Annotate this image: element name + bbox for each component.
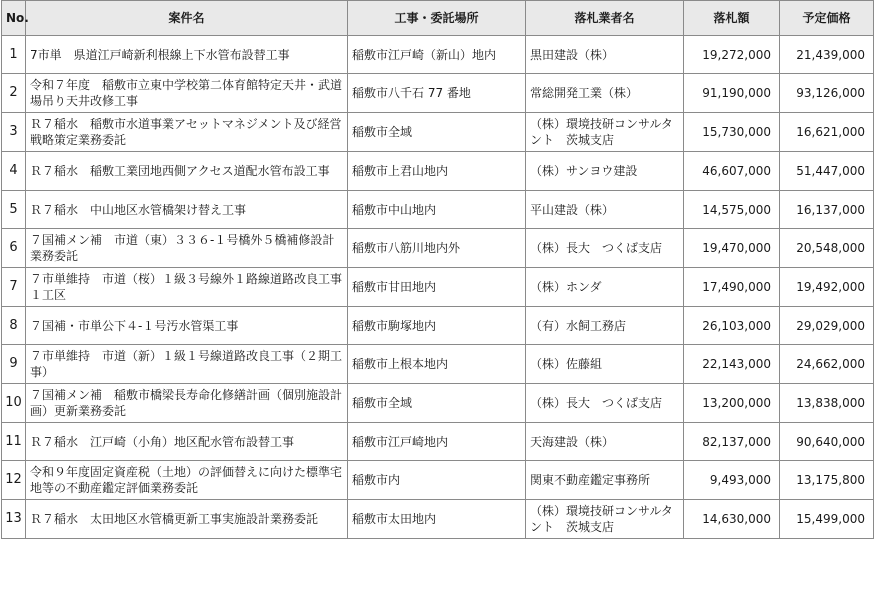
project-name: Ｒ７稲水 中山地区水管橋架け替え工事: [26, 191, 348, 229]
project-name: Ｒ７稲水 太田地区水管橋更新工事実施設計業務委託: [26, 500, 348, 539]
table-row: [2, 229, 874, 268]
work-location: 稲敷市駒塚地内: [348, 307, 526, 345]
table-row: [2, 74, 874, 113]
project-name: ７国補メン補 市道（東）３３６-１号橋外５橋補修設計業務委託: [26, 229, 348, 268]
work-location: 稲敷市上君山地内: [348, 152, 526, 191]
contractor-name: 平山建設（株）: [526, 191, 684, 229]
project-name: ７市単維持 市道（桜）１級３号線外１路線道路改良工事１工区: [26, 268, 348, 307]
table-row: [2, 307, 874, 345]
estimated-price: 24,662,000: [780, 345, 874, 384]
table-row: [2, 36, 874, 74]
bid-amount: 82,137,000: [684, 423, 780, 461]
row-number: 12: [2, 461, 26, 500]
project-name: 令和７年度 稲敷市立東中学校第二体育館特定天井・武道場吊り天井改修工事: [26, 74, 348, 113]
work-location: 稲敷市中山地内: [348, 191, 526, 229]
estimated-price: 29,029,000: [780, 307, 874, 345]
row-number: 7: [2, 268, 26, 307]
contractor-name: 黒田建設（株）: [526, 36, 684, 74]
header-no: No.: [2, 1, 26, 36]
project-name: 令和９年度固定資産税（土地）の評価替えに向けた標準宅地等の不動産鑑定評価業務委託: [26, 461, 348, 500]
table-row: [2, 152, 874, 191]
bid-amount: 19,470,000: [684, 229, 780, 268]
contractor-name: 天海建設（株）: [526, 423, 684, 461]
bid-amount: 14,630,000: [684, 500, 780, 539]
estimated-price: 13,175,800: [780, 461, 874, 500]
table-row: [2, 268, 874, 307]
table-header: [2, 1, 874, 36]
header-project-name: 案件名: [26, 1, 348, 36]
project-name: ７国補・市単公下４-１号汚水管渠工事: [26, 307, 348, 345]
project-name: ７市単維持 市道（新）１級１号線道路改良工事（２期工事）: [26, 345, 348, 384]
contractor-name: （株）ホンダ: [526, 268, 684, 307]
row-number: 6: [2, 229, 26, 268]
header-contractor: 落札業者名: [526, 1, 684, 36]
table-row: [2, 113, 874, 152]
estimated-price: 20,548,000: [780, 229, 874, 268]
work-location: 稲敷市八筋川地内外: [348, 229, 526, 268]
table-row: [2, 384, 874, 423]
estimated-price: 93,126,000: [780, 74, 874, 113]
row-number: 9: [2, 345, 26, 384]
row-number: 5: [2, 191, 26, 229]
header-row: [2, 1, 874, 36]
estimated-price: 19,492,000: [780, 268, 874, 307]
bid-amount: 46,607,000: [684, 152, 780, 191]
bid-amount: 9,493,000: [684, 461, 780, 500]
estimated-price: 51,447,000: [780, 152, 874, 191]
table-row: [2, 191, 874, 229]
bid-amount: 19,272,000: [684, 36, 780, 74]
work-location: 稲敷市江戸崎（新山）地内: [348, 36, 526, 74]
estimated-price: 13,838,000: [780, 384, 874, 423]
bid-amount: 91,190,000: [684, 74, 780, 113]
estimated-price: 21,439,000: [780, 36, 874, 74]
work-location: 稲敷市内: [348, 461, 526, 500]
row-number: 8: [2, 307, 26, 345]
estimated-price: 90,640,000: [780, 423, 874, 461]
row-number: 10: [2, 384, 26, 423]
table-row: [2, 423, 874, 461]
contractor-name: 常総開発工業（株）: [526, 74, 684, 113]
row-number: 2: [2, 74, 26, 113]
work-location: 稲敷市上根本地内: [348, 345, 526, 384]
bid-amount: 14,575,000: [684, 191, 780, 229]
contractor-name: （株）サンヨウ建設: [526, 152, 684, 191]
project-name: Ｒ７稲水 稲敷市水道事業アセットマネジメント及び経営戦略策定業務委託: [26, 113, 348, 152]
row-number: 11: [2, 423, 26, 461]
row-number: 13: [2, 500, 26, 539]
work-location: 稲敷市甘田地内: [348, 268, 526, 307]
estimated-price: 15,499,000: [780, 500, 874, 539]
table-row: [2, 500, 874, 539]
table-row: [2, 461, 874, 500]
work-location: 稲敷市八千石 77 番地: [348, 74, 526, 113]
table-body: [2, 36, 874, 539]
project-name: Ｒ７稲水 江戸崎（小角）地区配水管布設替工事: [26, 423, 348, 461]
contractor-name: （有）水飼工務店: [526, 307, 684, 345]
contractor-name: （株）長大 つくば支店: [526, 229, 684, 268]
work-location: 稲敷市全域: [348, 384, 526, 423]
bid-amount: 15,730,000: [684, 113, 780, 152]
contractor-name: （株）佐藤組: [526, 345, 684, 384]
row-number: 1: [2, 36, 26, 74]
work-location: 稲敷市太田地内: [348, 500, 526, 539]
project-name: Ｒ７稲水 稲敷工業団地西側アクセス道配水管布設工事: [26, 152, 348, 191]
bid-amount: 26,103,000: [684, 307, 780, 345]
contractor-name: （株）長大 つくば支店: [526, 384, 684, 423]
header-bid-amount: 落札額: [684, 1, 780, 36]
estimated-price: 16,621,000: [780, 113, 874, 152]
bid-amount: 13,200,000: [684, 384, 780, 423]
bid-amount: 22,143,000: [684, 345, 780, 384]
contractor-name: 関東不動産鑑定事務所: [526, 461, 684, 500]
estimated-price: 16,137,000: [780, 191, 874, 229]
row-number: 3: [2, 113, 26, 152]
header-location: 工事・委託場所: [348, 1, 526, 36]
project-name: ７国補メン補 稲敷市橋梁長寿命化修繕計画（個別施設計画）更新業務委託: [26, 384, 348, 423]
bid-amount: 17,490,000: [684, 268, 780, 307]
project-name: 7市単 県道江戸崎新利根線上下水管布設替工事: [26, 36, 348, 74]
contractor-name: （株）環境技研コンサルタント 茨城支店: [526, 500, 684, 539]
table-row: [2, 345, 874, 384]
work-location: 稲敷市江戸崎地内: [348, 423, 526, 461]
contractor-name: （株）環境技研コンサルタント 茨城支店: [526, 113, 684, 152]
row-number: 4: [2, 152, 26, 191]
work-location: 稲敷市全域: [348, 113, 526, 152]
bid-results-table: [1, 0, 874, 539]
header-estimated-price: 予定価格: [780, 1, 874, 36]
